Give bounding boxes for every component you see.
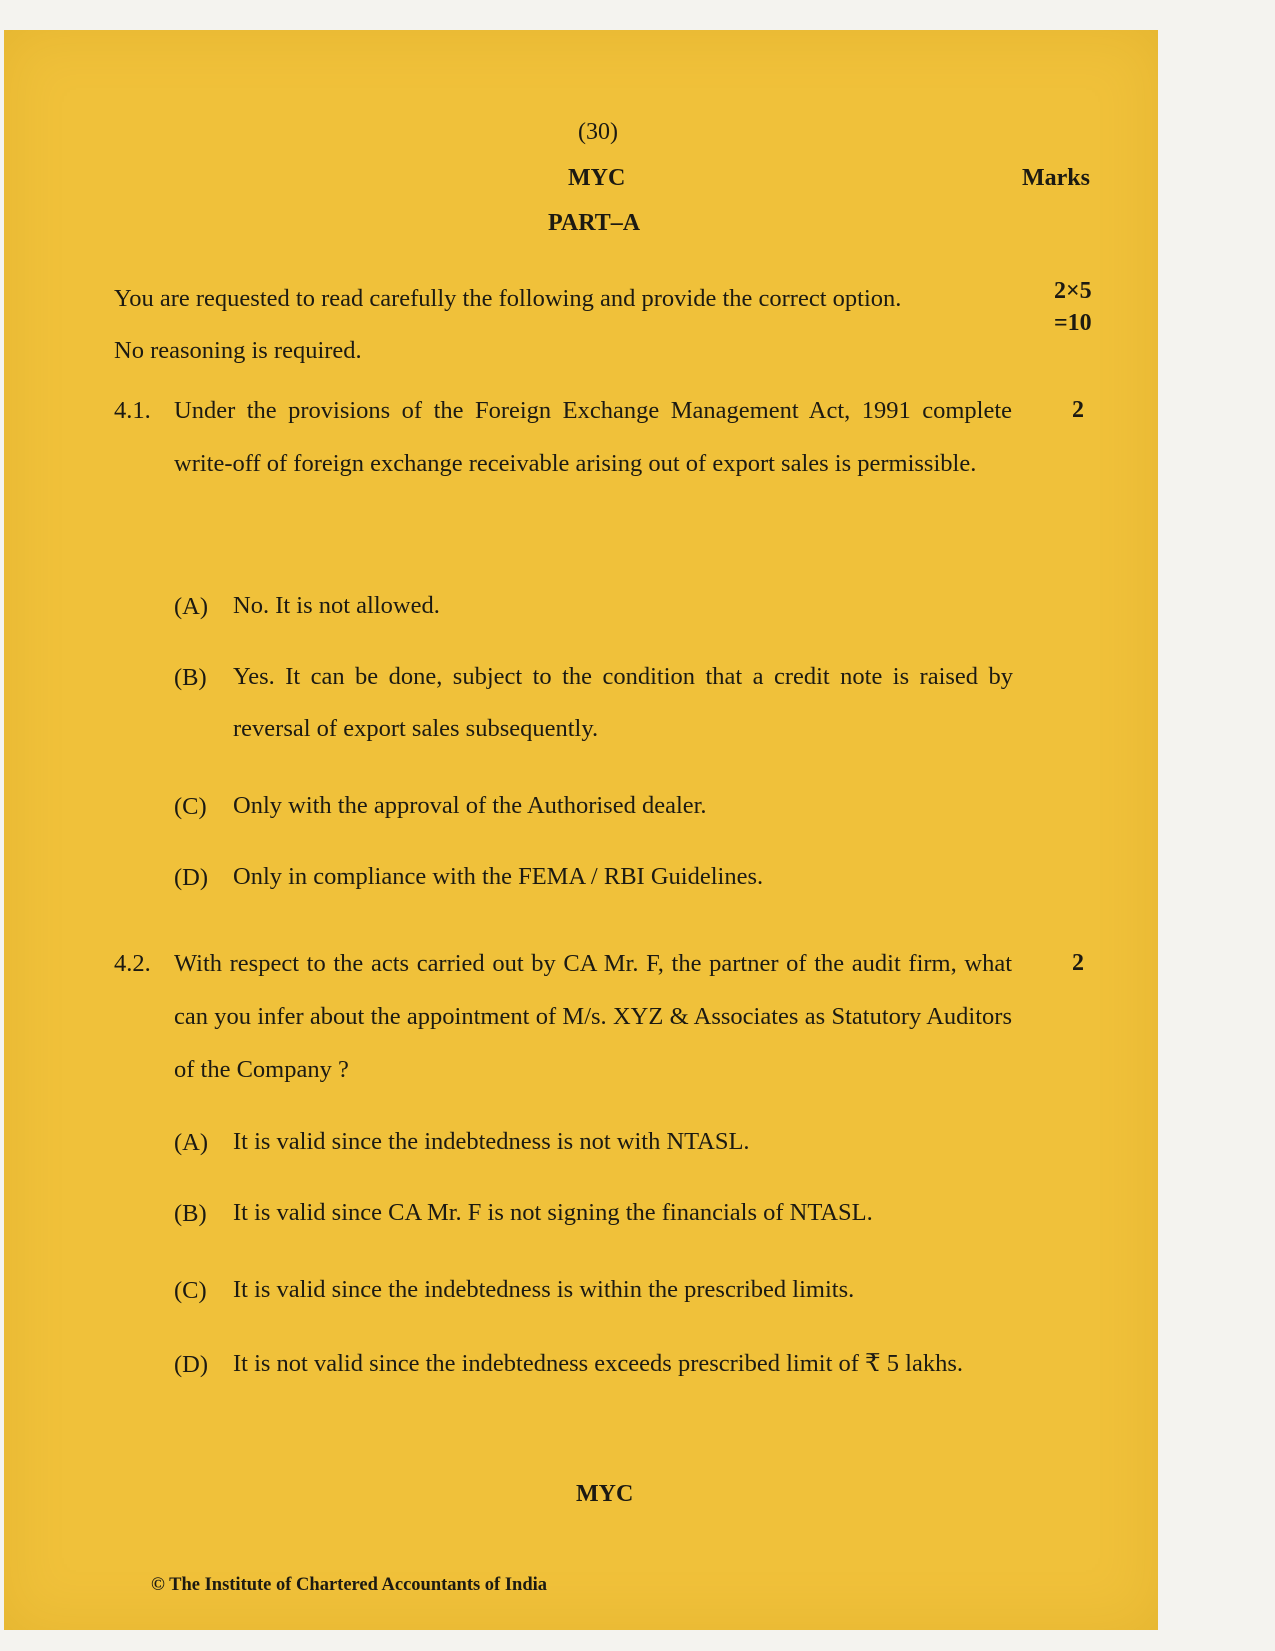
question-number: 4.2. <box>114 950 151 977</box>
paper-code-top: MYC <box>568 165 626 191</box>
option-letter: (C) <box>174 793 207 820</box>
instructions <box>114 273 1014 377</box>
option-text: No. It is not allowed. <box>233 592 440 619</box>
instruction-line-2: No reasoning is required. <box>114 337 362 364</box>
option-text: Yes. It can be done, subject to the condition that a credit note is raised by reversal of export sales subsequently. <box>233 663 1013 742</box>
instruction-line-1: You are requested to read carefully the following and provide the correct option. <box>114 285 902 312</box>
option-letter: (B) <box>174 664 207 691</box>
option-text: Only with the approval of the Authorised dealer. <box>233 792 707 819</box>
instruction-marks-line-1: 2×5 <box>1054 278 1092 304</box>
option-letter: (B) <box>174 1200 207 1227</box>
page-number: (30) <box>578 119 618 145</box>
question-text: With respect to the acts carried out by CA Mr. F, the partner of the audit firm, what can you infer about the appointment of M/s. XYZ & Associates as Statutory Auditors of the Company ? <box>174 950 1012 1083</box>
option-letter: (C) <box>174 1277 207 1304</box>
option-text: It is valid since CA Mr. F is not signing the financials of NTASL. <box>233 1199 873 1226</box>
part-title: PART–A <box>548 210 641 236</box>
question-marks: 2 <box>1072 397 1084 423</box>
option-letter: (A) <box>174 593 209 620</box>
option-letter: (A) <box>174 1129 209 1156</box>
option-letter: (D) <box>174 1351 209 1378</box>
option-letter: (D) <box>174 864 209 891</box>
question-text: Under the provisions of the Foreign Exchange Management Act, 1991 complete write-off of foreign exchange receivable arising out of export sales is permissible. <box>174 397 1012 477</box>
question-marks: 2 <box>1072 950 1084 976</box>
option-text: It is valid since the indebtedness is not with NTASL. <box>233 1128 750 1155</box>
instruction-marks-line-2: =10 <box>1054 310 1092 336</box>
option-text: It is valid since the indebtedness is within the prescribed limits. <box>233 1276 855 1303</box>
option-text: Only in compliance with the FEMA / RBI Guidelines. <box>233 863 764 890</box>
option-text: It is not valid since the indebtedness exceeds prescribed limit of ₹ 5 lakhs. <box>233 1350 963 1377</box>
instruction-marks <box>1054 275 1092 339</box>
copyright-footer: © The Institute of Chartered Accountants of India <box>151 1575 548 1595</box>
paper-code-bottom: MYC <box>576 1481 634 1507</box>
question-number: 4.1. <box>114 397 151 424</box>
marks-column-heading: Marks <box>1022 165 1090 191</box>
